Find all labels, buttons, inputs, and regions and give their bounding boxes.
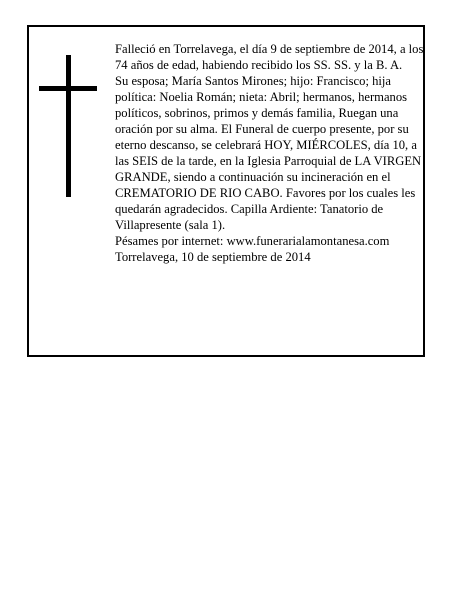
family-and-funeral-details: Su esposa; María Santos Mirones; hijo: Francisco; hija política: Noelia Román; nieta: Abril; hermanos, hermanos políticos, sobrinos, primos y demás familia, Ruegan una oración por su alma. El Funeral de cuerpo presente, por su eterno descanso, se celebrará HOY, MIÉRCOLES, día 10, a las SEIS de la tarde, en la Iglesia Parroquial de LA VIRGEN GRANDE, siendo a continuación su incineración en el CREMATORIO DE RIO CABO. Favores por los cuales les quedarán agradecidos. Capilla Ardiente: Tanatorio de Villapresente (sala 1). [115, 74, 422, 232]
obituary-notice [27, 25, 425, 357]
death-announcement: Falleció en Torrelavega, el día 9 de septiembre de 2014, a los 74 años de edad, habiendo recibido los SS. SS. y la B. A. [115, 42, 424, 72]
cross-horizontal-bar [39, 86, 97, 91]
condolences-website: Pésames por internet: www.funerarialamontanesa.com [115, 234, 390, 248]
place-and-date: Torrelavega, 10 de septiembre de 2014 [115, 250, 311, 264]
cross-vertical-bar [66, 55, 71, 197]
cross-icon [39, 55, 97, 197]
notice-text [115, 41, 427, 265]
